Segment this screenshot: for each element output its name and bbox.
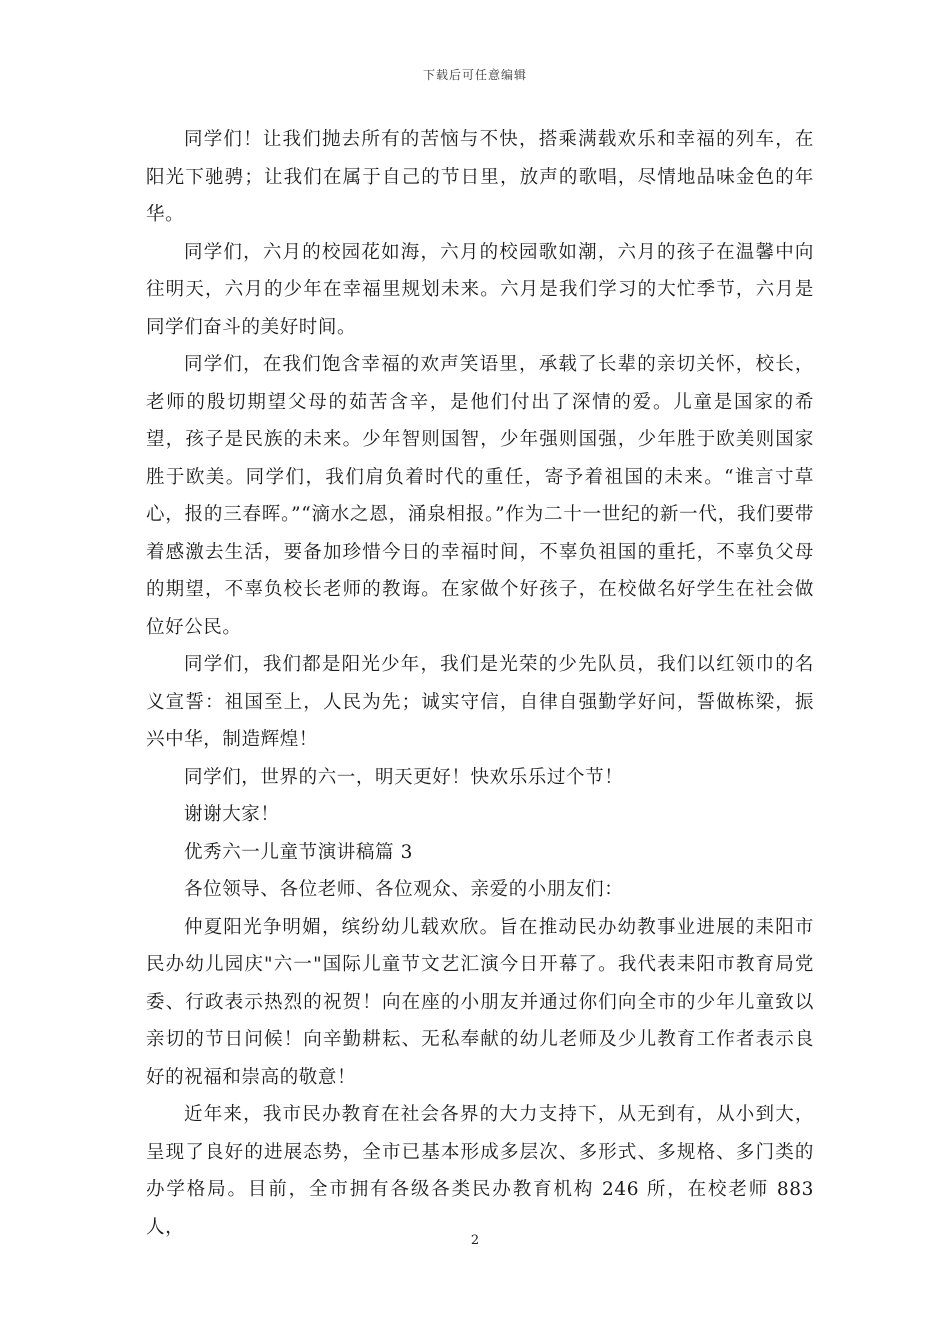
paragraph-6: 谢谢大家！ xyxy=(184,804,280,825)
paragraph-5: 同学们，世界的六一，明天更好！快欢乐乐过个节！ xyxy=(184,766,624,788)
paragraph-1: 同学们！让我们抛去所有的苦恼与不快，搭乘满载欢乐和幸福的列车，在阳光下驰骋；让我们在属于自己的节日里，放声的歌唱，尽情地品味金色的年华。 xyxy=(146,129,814,225)
paragraph-9: 仲夏阳光争明媚，缤纷幼儿载欢欣。旨在推动民办幼教事业进展的耒阳市民办幼儿园庆"六一"国际儿童节文艺汇演今日开幕了。我代表耒阳市教育局党委、行政表示热烈的祝贺！向在座的小朋友并通过你们向全市的少年儿童致以亲切的节日问候！向辛勤耕耘、无私奉献的幼儿老师及少儿教育工作者表示良好的祝福和崇高的敬意！ xyxy=(146,916,814,1088)
page-number: 2 xyxy=(470,1233,480,1248)
salutation: 各位领导、各位老师、各位观众、亲爱的小朋友们： xyxy=(184,879,624,900)
paragraph-10: 近年来，我市民办教育在社会各界的大力支持下，从无到有，从小到大，呈现了良好的进展态势，全市已基本形成多层次、多形式、多规格、多门类的办学格局。目前，全市拥有各级各类民办教育机构 246 所，在校老师 883 人， xyxy=(146,1104,814,1238)
paragraph-2: 同学们，六月的校园花如海，六月的校园歌如潮，六月的孩子在温馨中向往明天，六月的少年在幸福里规划未来。六月是我们学习的大忙季节，六月是同学们奋斗的美好时间。 xyxy=(146,241,814,338)
paragraph-3: 同学们，在我们饱含幸福的欢声笑语里，承载了长辈的亲切关怀，校长，老师的殷切期望父母的茹苦含辛，是他们付出了深情的爱。儿童是国家的希望，孩子是民族的未来。少年智则国智，少年强则国强，少年胜于欧美则国家胜于欧美。同学们，我们肩负着时代的重任，寄予着祖国的未来。“谁言寸草心，报的三春晖。”“滴水之恩，涌泉相报。”作为二十一世纪的新一代，我们要带着感激去生活，要备加珍惜今日的幸福时间，不辜负祖国的重托，不辜负父母的期望，不辜负校长老师的教诲。在家做个好孩子，在校做名好学生在社会做位好公民。 xyxy=(146,354,814,638)
section-heading: 优秀六一儿童节演讲稿篇 3 xyxy=(184,841,413,863)
document-body xyxy=(146,121,814,1246)
page-header-note: 下载后可任意编辑 xyxy=(422,68,527,82)
paragraph-4: 同学们，我们都是阳光少年，我们是光荣的少先队员，我们以红领巾的名义宣誓：祖国至上，人民为先；诚实守信，自律自强勤学好问，誓做栋梁，振兴中华，制造辉煌！ xyxy=(146,654,814,750)
